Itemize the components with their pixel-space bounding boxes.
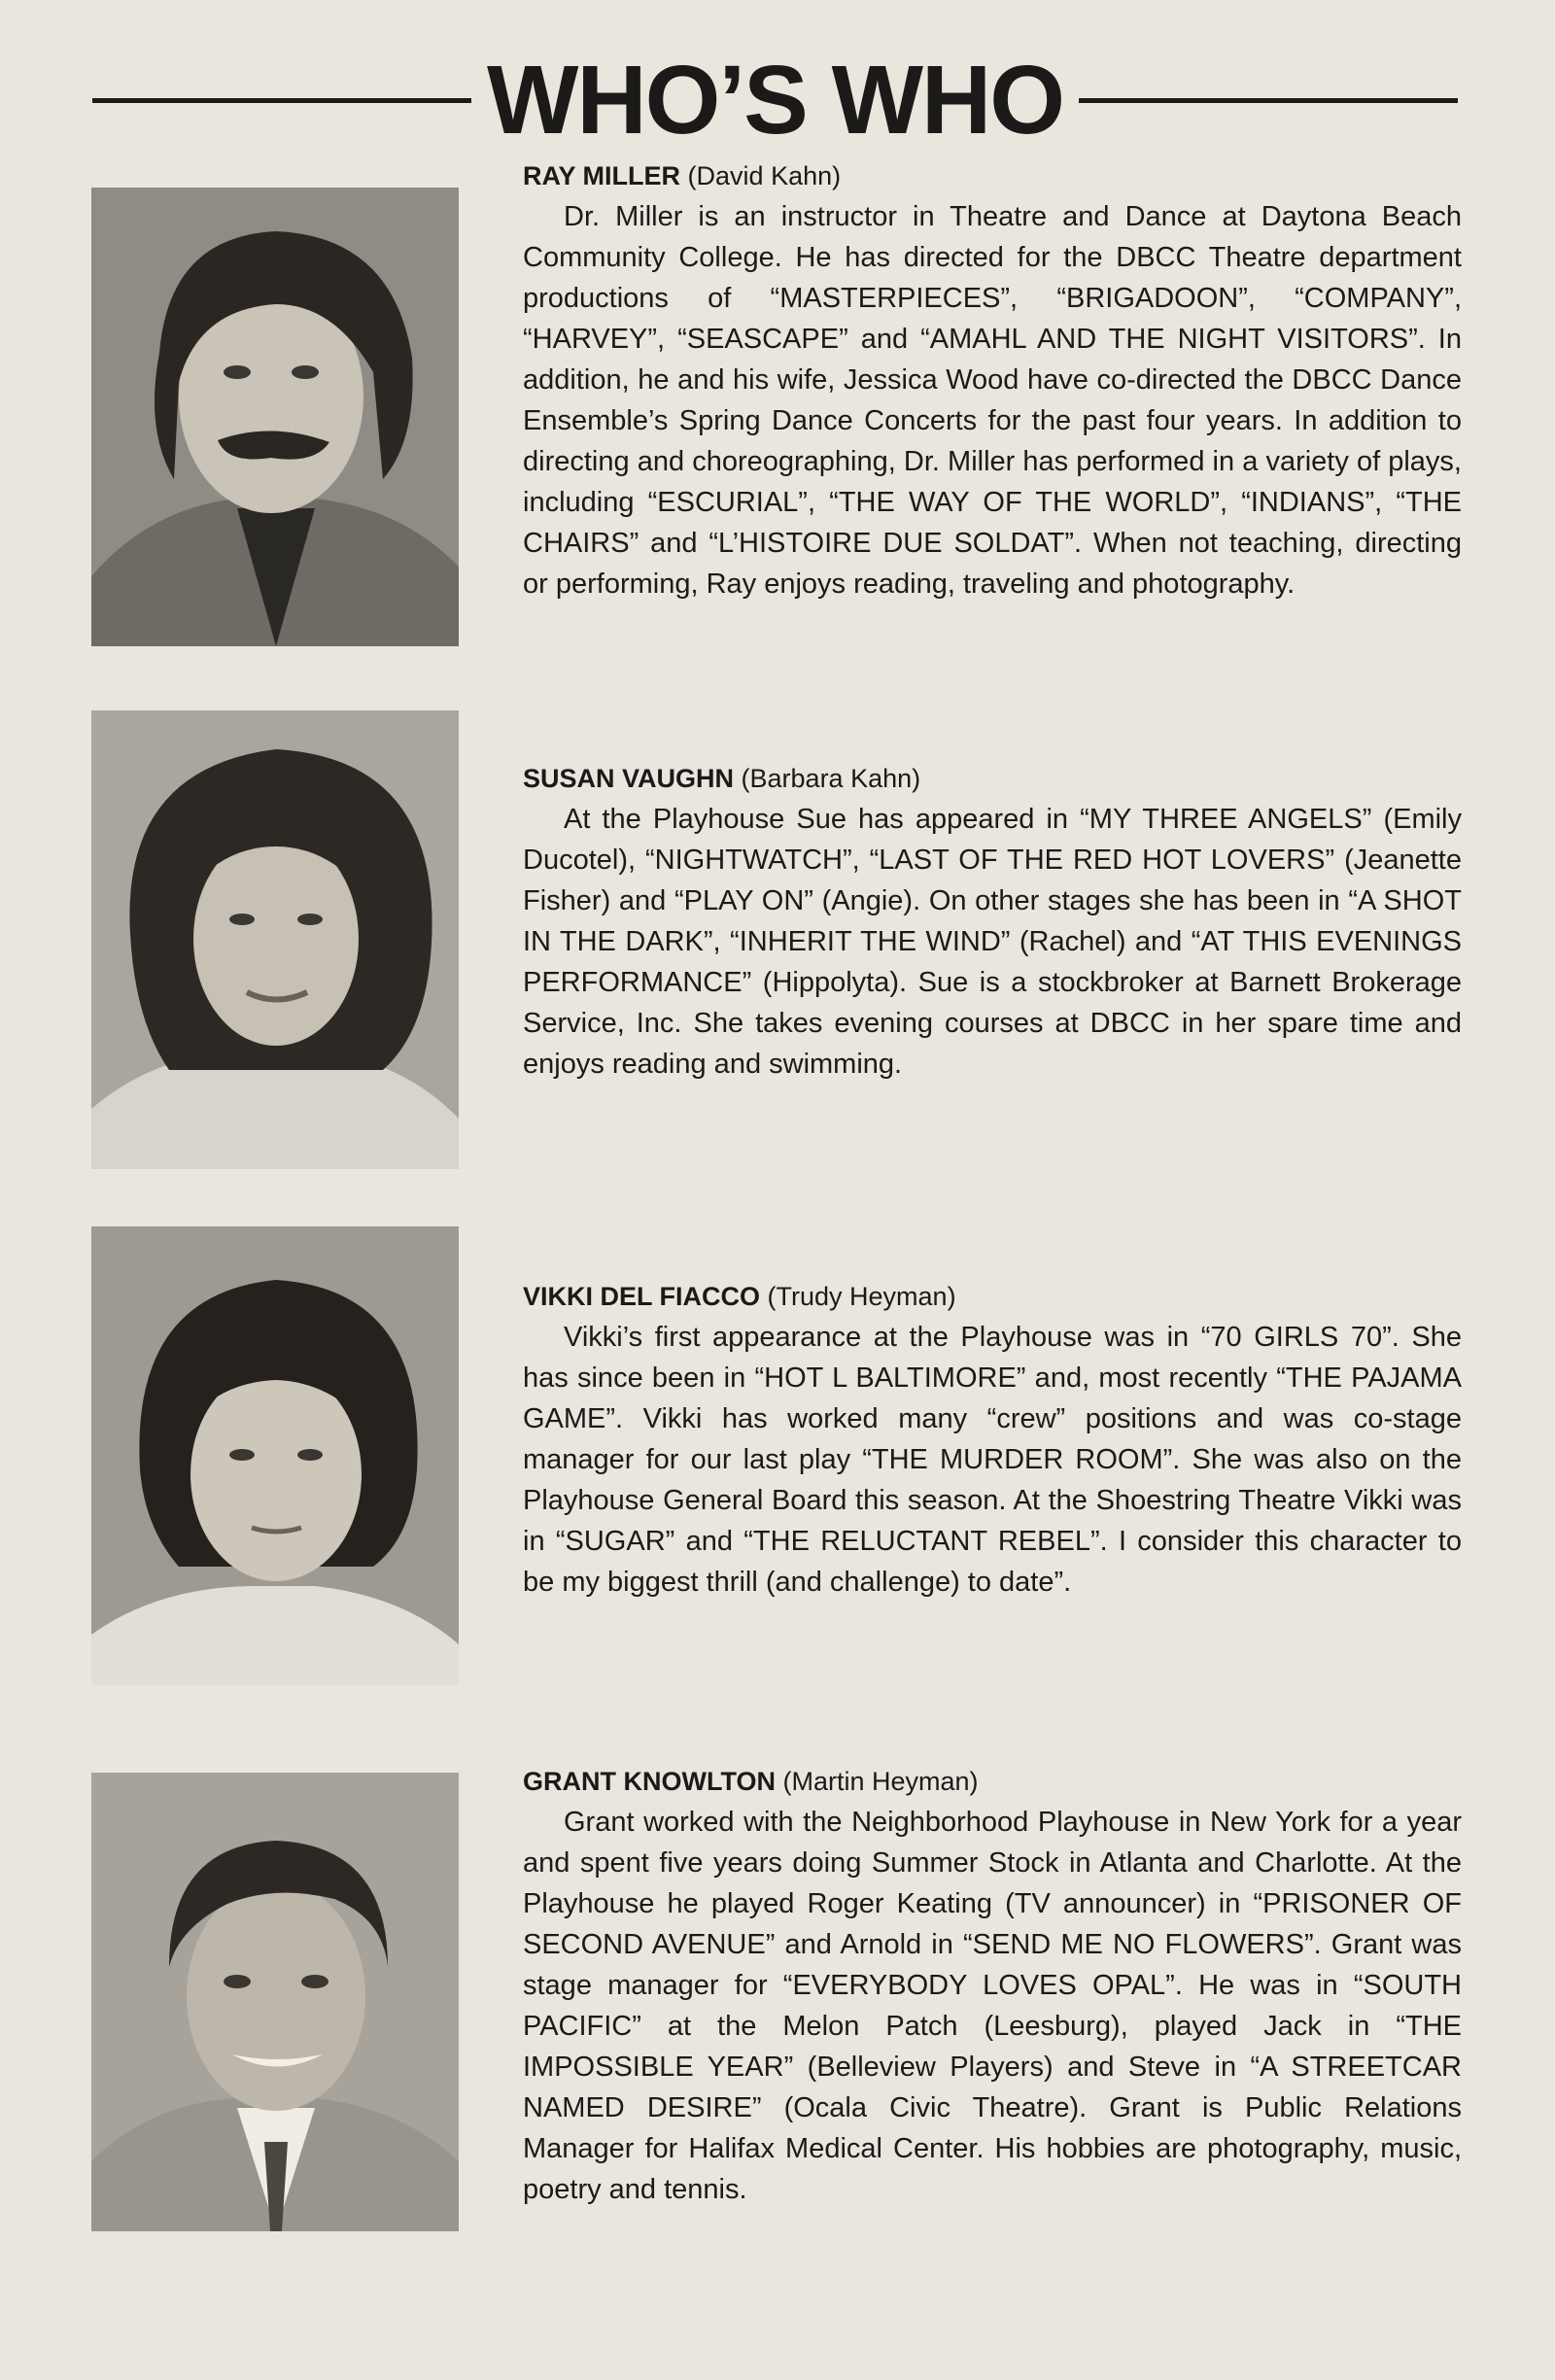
bio-text: Dr. Miller is an instructor in Theatre and Dance at Daytona Beach Community College. He has directed for the DBCC Theatre department productions of “MASTERPIECES”, “BRIGADOON”, “COMPANY”, “HARVEY”, “SEASCAPE” and “AMAHL AND THE NIGHT VISITORS”. In addition, he and his wife, Jessica Wood have co-directed the DBCC Dance Ensemble’s Spring Dance Concerts for the past four years. In addition to directing and choreographing, Dr. Miller has performed in a variety of plays, including “ESCURIAL”, “THE WAY OF THE WORLD”, “INDIANS”, “THE CHAIRS” and “L’HISTOIRE DUE SOLDAT”. When not teaching, directing or performing, Ray enjoys reading, traveling and photography. xyxy=(523,201,1462,600)
portrait-photo-vikki-del-fiacco xyxy=(91,1226,459,1685)
bio-text: Grant worked with the Neighborhood Playhouse in New York for a year and spent five years doing Summer Stock in Atlanta and Charlotte. At the Playhouse he played Roger Keating (TV announcer) in “PRISONER OF SECOND AVENUE” and Arnold in “SEND ME NO FLOWERS”. Grant was stage manager for “EVERYBODY LOVES OPAL”. He was in “SOUTH PACIFIC” at the Melon Patch (Leesburg), played Jack in “THE IMPOSSIBLE YEAR” (Belleview Players) and Steve in “A STREETCAR NAMED DESIRE” (Ocala Civic Theatre). Grant is Public Relations Manager for Halifax Medical Center. His hobbies are photography, music, poetry and tennis. xyxy=(523,1807,1462,2205)
actor-name: GRANT KNOWLTON xyxy=(523,1767,776,1796)
portrait-photo-ray-miller xyxy=(91,188,459,646)
portrait-photo-susan-vaughn xyxy=(91,710,459,1169)
bio-text: Vikki’s first appearance at the Playhouse was in “70 GIRLS 70”. She has since been in “HOT L BALTIMORE” and, most recently “THE PAJAMA GAME”. Vikki has worked many “crew” positions and was co-stage manager for our last play “THE MURDER ROOM”. She was also on the Playhouse General Board this season. At the Shoestring Theatre Vikki was in “SUGAR” and “THE RELUCTANT REBEL”. I consider this character to be my biggest thrill (and challenge) to date”. xyxy=(523,1322,1462,1598)
bio-vikki-del-fiacco xyxy=(523,1276,1462,1603)
role-name: (Barbara Kahn) xyxy=(741,764,921,793)
actor-name: RAY MILLER xyxy=(523,161,681,190)
bio-heading xyxy=(523,155,1462,196)
actor-name: SUSAN VAUGHN xyxy=(523,764,735,793)
header-rule-right xyxy=(1079,98,1458,103)
role-name: (Trudy Heyman) xyxy=(767,1282,956,1311)
page-header xyxy=(92,47,1458,154)
header-rule-left xyxy=(92,98,471,103)
role-name: (David Kahn) xyxy=(687,161,842,190)
bio-text: At the Playhouse Sue has appeared in “MY THREE ANGELS” (Emily Ducotel), “NIGHTWATCH”, “LAST OF THE RED HOT LOVERS” (Jeanette Fisher) and “PLAY ON” (Angie). On other stages she has been in “A SHOT IN THE DARK”, “INHERIT THE WIND” (Rachel) and “AT THIS EVENINGS PERFORMANCE” (Hippolyta). Sue is a stockbroker at Barnett Brokerage Service, Inc. She takes evening courses at DBCC in her spare time and enjoys reading and swimming. xyxy=(523,804,1462,1080)
bio-susan-vaughn xyxy=(523,758,1462,1085)
bio-heading xyxy=(523,1761,1462,1802)
page-title: WHO’S WHO xyxy=(486,46,1064,155)
actor-name: VIKKI DEL FIACCO xyxy=(523,1282,761,1311)
role-name: (Martin Heyman) xyxy=(782,1767,979,1796)
bio-heading xyxy=(523,758,1462,799)
portrait-photo-grant-knowlton xyxy=(91,1773,459,2231)
bio-heading xyxy=(523,1276,1462,1317)
bio-ray-miller xyxy=(523,155,1462,604)
bio-grant-knowlton xyxy=(523,1761,1462,2210)
